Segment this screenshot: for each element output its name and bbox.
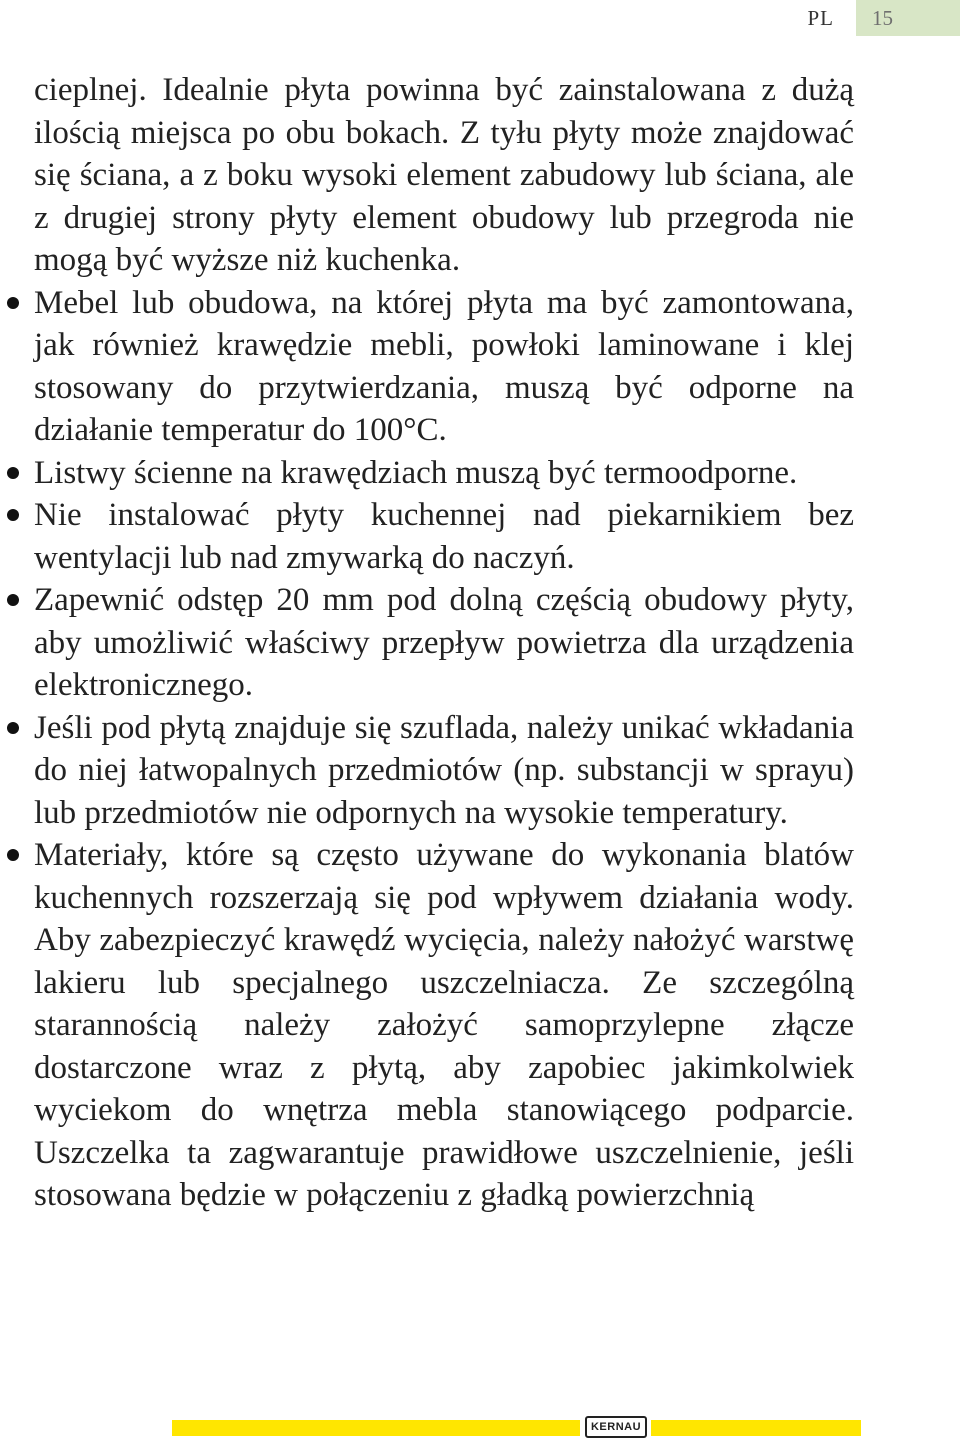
bullet-icon	[7, 467, 19, 479]
footer-accent-bar-right	[651, 1420, 861, 1436]
intro-paragraph: cieplnej. Idealnie płyta powinna być zainstalowana z dużą ilością miejsca po obu bokach. Z tyłu płyty może znajdować się ściana, a z boku wysoki element zabudowy lub ściana, ale z drugiej strony płyty element obudowy lub przegroda nie mogą być wyższe niż kuchenka.	[34, 72, 854, 278]
bullet-icon	[7, 297, 19, 309]
page-number: 15	[856, 0, 960, 36]
brand-logo: KERNAU	[585, 1416, 647, 1438]
list-item-text: Materiały, które są często używane do wykonania blatów kuchennych rozszerzają się pod wpływem działania wody. Aby zabezpieczyć krawędź wycięcia, należy nałożyć warstwę lakieru lub specjalnego uszczelniacza. Ze szczególną starannością należy założyć samoprzylepne złącze dostarczone wraz z płytą, aby zapobiec jakimkolwiek wyciekom do wnętrza mebla stanowiącego podparcie. Uszczelka ta zagwarantuje prawidłowe uszczelnienie, jeśli stosowana będzie w połączeniu z gładką powierzchnią	[34, 837, 854, 1213]
list-item	[34, 707, 854, 835]
language-label: PL	[807, 5, 834, 30]
list-item-text: Nie instalować płyty kuchennej nad piekarnikiem bez wentylacji lub nad zmywarką do naczyń.	[34, 497, 854, 576]
list-item	[34, 282, 854, 452]
bullet-icon	[7, 509, 19, 521]
list-item	[34, 494, 854, 579]
list-item-text: Jeśli pod płytą znajduje się szuflada, należy unikać wkładania do niej łatwopalnych przedmiotów (np. substancji w sprayu) lub przedmiotów nie odpornych na wysokie temperatury.	[34, 709, 854, 831]
page-footer	[0, 1416, 960, 1444]
page-header	[807, 0, 960, 36]
bullet-icon	[7, 594, 19, 606]
list-item	[34, 452, 854, 495]
list-item	[34, 579, 854, 707]
footer-accent-bar-left	[172, 1420, 580, 1436]
bullet-icon	[7, 849, 19, 861]
document-body	[34, 69, 854, 1217]
bullet-list	[34, 282, 854, 1217]
list-item-text: Mebel lub obudowa, na której płyta ma być zamontowana, jak również krawędzie mebli, powłoki laminowane i klej stosowany do przytwierdzania, muszą być odporne na działanie temperatur do 100°C.	[34, 284, 854, 448]
list-item-text: Listwy ścienne na krawędziach muszą być termoodporne.	[34, 454, 798, 491]
list-item-text: Zapewnić odstęp 20 mm pod dolną częścią obudowy płyty, aby umożliwić właściwy przepływ powietrza dla urządzenia elektronicznego.	[34, 582, 854, 703]
bullet-icon	[7, 722, 19, 734]
list-item	[34, 834, 854, 1217]
